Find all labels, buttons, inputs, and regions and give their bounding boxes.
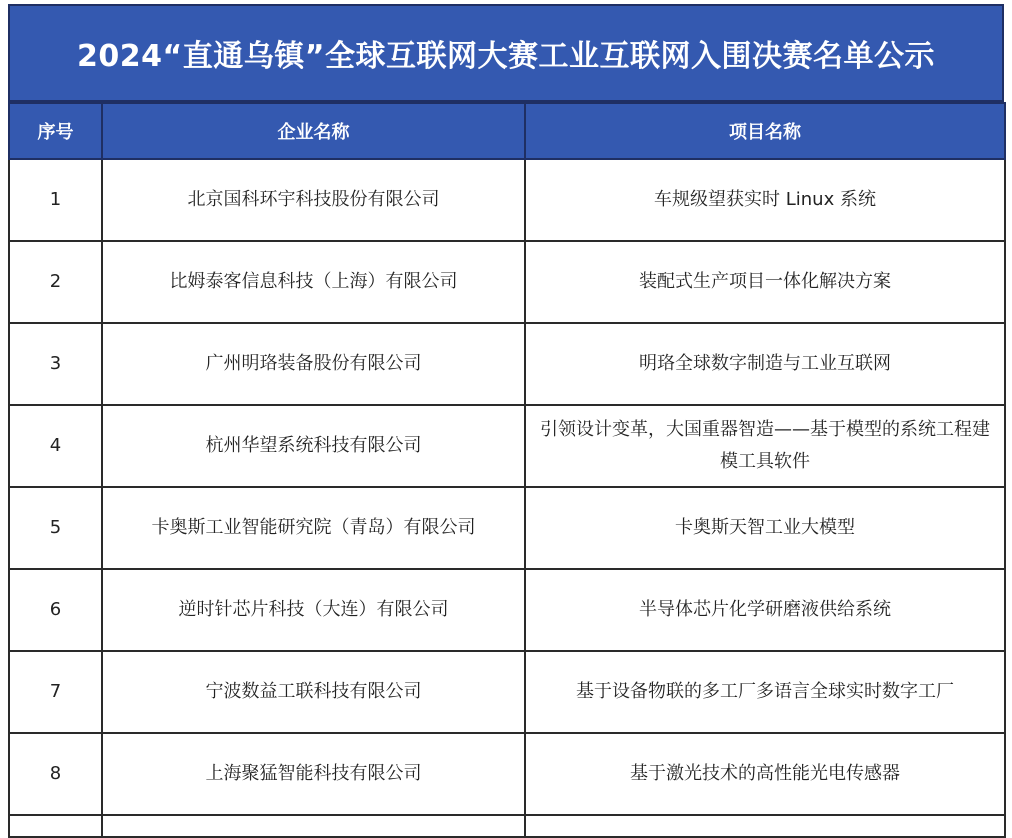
row-index: 3 bbox=[9, 323, 102, 405]
row-index: 4 bbox=[9, 405, 102, 487]
table-row bbox=[9, 733, 1005, 815]
table-row bbox=[9, 405, 1005, 487]
row-project: 车规级望获实时 Linux 系统 bbox=[525, 159, 1005, 241]
header-project: 项目名称 bbox=[525, 103, 1005, 159]
row-project: 基于设备物联的多工厂多语言全球实时数字工厂 bbox=[525, 651, 1005, 733]
row-company: 卡奥斯工业智能研究院（青岛）有限公司 bbox=[102, 487, 525, 569]
cutoff-cell bbox=[9, 815, 102, 837]
title-banner bbox=[8, 4, 1004, 102]
cutoff-cell bbox=[525, 815, 1005, 837]
row-company: 上海聚猛智能科技有限公司 bbox=[102, 733, 525, 815]
row-company: 比姆泰客信息科技（上海）有限公司 bbox=[102, 241, 525, 323]
row-company: 广州明珞装备股份有限公司 bbox=[102, 323, 525, 405]
table-row-cutoff bbox=[9, 815, 1005, 837]
shortlist-sheet bbox=[8, 4, 1004, 838]
table-row bbox=[9, 569, 1005, 651]
page-title: 2024“直通乌镇”全球互联网大赛工业互联网入围决赛名单公示 bbox=[77, 39, 935, 74]
table-header-row bbox=[9, 103, 1005, 159]
table-row bbox=[9, 159, 1005, 241]
row-company: 北京国科环宇科技股份有限公司 bbox=[102, 159, 525, 241]
cutoff-cell bbox=[102, 815, 525, 837]
row-project: 半导体芯片化学研磨液供给系统 bbox=[525, 569, 1005, 651]
row-company: 逆时针芯片科技（大连）有限公司 bbox=[102, 569, 525, 651]
row-project: 引领设计变革，大国重器智造——基于模型的系统工程建模工具软件 bbox=[525, 405, 1005, 487]
row-index: 2 bbox=[9, 241, 102, 323]
row-project: 装配式生产项目一体化解决方案 bbox=[525, 241, 1005, 323]
row-index: 7 bbox=[9, 651, 102, 733]
row-project: 卡奥斯天智工业大模型 bbox=[525, 487, 1005, 569]
row-company: 杭州华望系统科技有限公司 bbox=[102, 405, 525, 487]
row-project: 明珞全球数字制造与工业互联网 bbox=[525, 323, 1005, 405]
header-index: 序号 bbox=[9, 103, 102, 159]
table-row bbox=[9, 651, 1005, 733]
table-row bbox=[9, 487, 1005, 569]
row-project: 基于激光技术的高性能光电传感器 bbox=[525, 733, 1005, 815]
row-index: 1 bbox=[9, 159, 102, 241]
table-row bbox=[9, 323, 1005, 405]
shortlist-table bbox=[8, 102, 1006, 838]
row-index: 5 bbox=[9, 487, 102, 569]
row-company: 宁波数益工联科技有限公司 bbox=[102, 651, 525, 733]
header-company: 企业名称 bbox=[102, 103, 525, 159]
row-index: 6 bbox=[9, 569, 102, 651]
row-index: 8 bbox=[9, 733, 102, 815]
table-row bbox=[9, 241, 1005, 323]
